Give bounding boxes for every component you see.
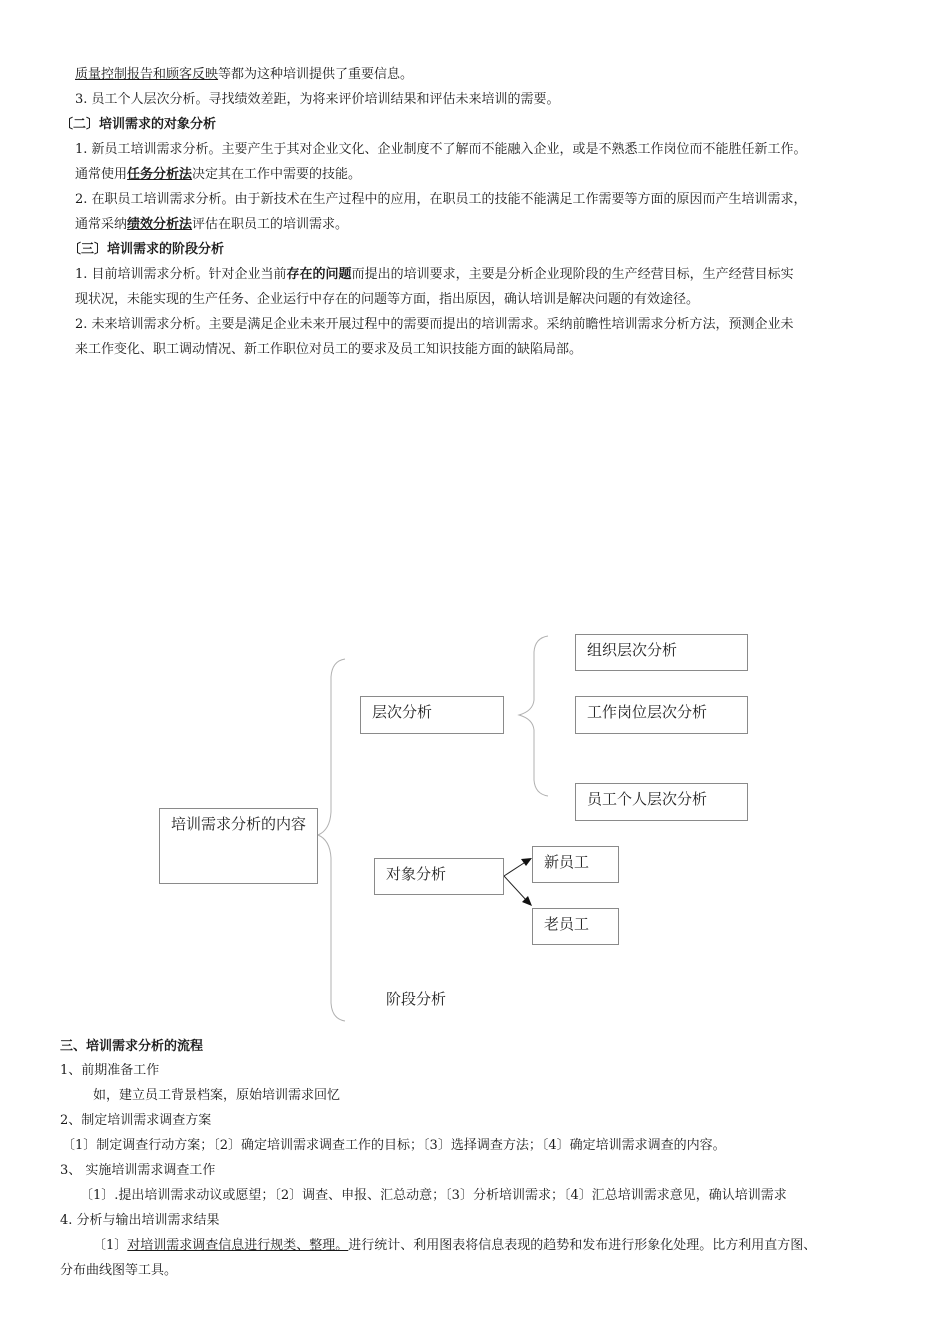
keyword-task-analysis: 任务分析法 xyxy=(127,167,193,182)
job-level-label: 工作岗位层次分析 xyxy=(587,703,708,721)
step-3-detail: 〔1〕.提出培训需求动议或愿望；〔2〕调查、申报、汇总动意；〔3〕分析培训需求；〔4〕汇总培训需求意见，确认培训需求 xyxy=(80,1188,787,1203)
job-level-box xyxy=(575,696,748,734)
paragraph-text: 等都为这种培训提供了重要信息。 xyxy=(218,67,414,82)
paragraph-new-employee: 1. 新员工培训需求分析。主要产生于其对企业文化、企业制度不了解而不能融入企业，或是不熟悉工作岗位而不能胜任新工作。 xyxy=(75,142,807,157)
main-brace xyxy=(318,659,345,1021)
old-employee-label: 老员工 xyxy=(544,915,590,933)
old-employee-box xyxy=(532,908,619,945)
paragraph-text: 通常使用 xyxy=(75,167,128,182)
step-4: 4. 分析与输出培训需求结果 xyxy=(60,1213,220,1228)
paragraph-text: 进行统计、利用图表将信息表现的趋势和发布进行形象化处理。比方利用直方图、 xyxy=(348,1238,817,1253)
paragraph-text: 通常采纳 xyxy=(75,217,128,232)
step-4-detail xyxy=(93,1237,816,1255)
new-employee-label: 新员工 xyxy=(544,853,590,871)
paragraph-text: 决定其在工作中需要的技能。 xyxy=(192,167,362,182)
employee-level-box xyxy=(575,783,748,821)
arrow-line-old xyxy=(504,876,527,901)
paragraph-current-needs-cont: 现状况，未能实现的生产任务、企业运行中存在的问题等方面，指出原因，确认培训是解决问题的有效途径。 xyxy=(75,292,700,307)
heading-process: 三、培训需求分析的流程 xyxy=(60,1039,204,1054)
root-label: 培训需求分析的内容 xyxy=(171,815,307,833)
paragraph-employee-level: 3. 员工个人层次分析。寻找绩效差距，为将来评价培训结果和评估未来培训的需要。 xyxy=(75,92,560,107)
level-label: 层次分析 xyxy=(372,703,433,721)
heading-object-analysis: 〔二〕培训需求的对象分析 xyxy=(60,117,217,132)
paragraph-text: 〔1〕 xyxy=(93,1238,128,1253)
arrow-line-new xyxy=(504,861,527,876)
paragraph-text: 而提出的培训要求，主要是分析企业现阶段的生产经营目标，生产经营目标实 xyxy=(351,267,794,282)
employee-level-label: 员工个人层次分析 xyxy=(587,790,708,808)
object-label: 对象分析 xyxy=(386,865,447,883)
object-analysis-box xyxy=(374,858,504,895)
paragraph-text: 评估在职员工的培训需求。 xyxy=(192,217,349,232)
step-1: 1、前期准备工作 xyxy=(60,1063,160,1078)
paragraph-text: 1. 目前培训需求分析。针对企业当前 xyxy=(75,267,287,282)
step-4-detail-cont: 分布曲线图等工具。 xyxy=(60,1263,178,1278)
step-2: 2、制定培训需求调查方案 xyxy=(60,1113,212,1128)
heading-stage-analysis: 〔三〕培训需求的阶段分析 xyxy=(68,242,225,257)
paragraph-future-needs: 2. 未来培训需求分析。主要是满足企业未来开展过程中的需要而提出的培训需求。采纳前瞻性培训需求分析方法，预测企业未 xyxy=(75,317,794,332)
level-analysis-box xyxy=(360,696,504,734)
step-3: 3、 实施培训需求调查工作 xyxy=(60,1163,216,1178)
stage-analysis-label: 阶段分析 xyxy=(386,990,447,1008)
paragraph-current-employee: 2. 在职员工培训需求分析。由于新技术在生产过程中的应用，在职员工的技能不能满足工作需要等方面的原因而产生培训需求， xyxy=(75,192,807,207)
arrowhead-new xyxy=(521,858,532,866)
keyword-existing-problems: 存在的问题 xyxy=(286,267,352,282)
new-employee-box xyxy=(532,846,619,883)
step-1-detail: 如，建立员工背景档案，原始培训需求回忆 xyxy=(93,1088,341,1103)
diagram-root-box xyxy=(159,808,318,884)
step-2-detail: 〔1〕制定调查行动方案；〔2〕确定培训需求调查工作的目标；〔3〕选择调查方法；〔4〕确定培训需求调查的内容。 xyxy=(62,1138,726,1153)
org-level-box xyxy=(575,634,748,671)
org-level-label: 组织层次分析 xyxy=(587,641,678,659)
paragraph-future-needs-cont: 来工作变化、职工调动情况、新工作职位对员工的要求及员工知识技能方面的缺陷局部。 xyxy=(75,342,583,357)
level-brace xyxy=(519,636,548,796)
underlined-text: 质量控制报告和顾客反映 xyxy=(75,67,219,82)
underlined-text: 对培训需求调查信息进行规类、整理。 xyxy=(127,1238,349,1253)
keyword-performance-analysis: 绩效分析法 xyxy=(127,217,193,232)
